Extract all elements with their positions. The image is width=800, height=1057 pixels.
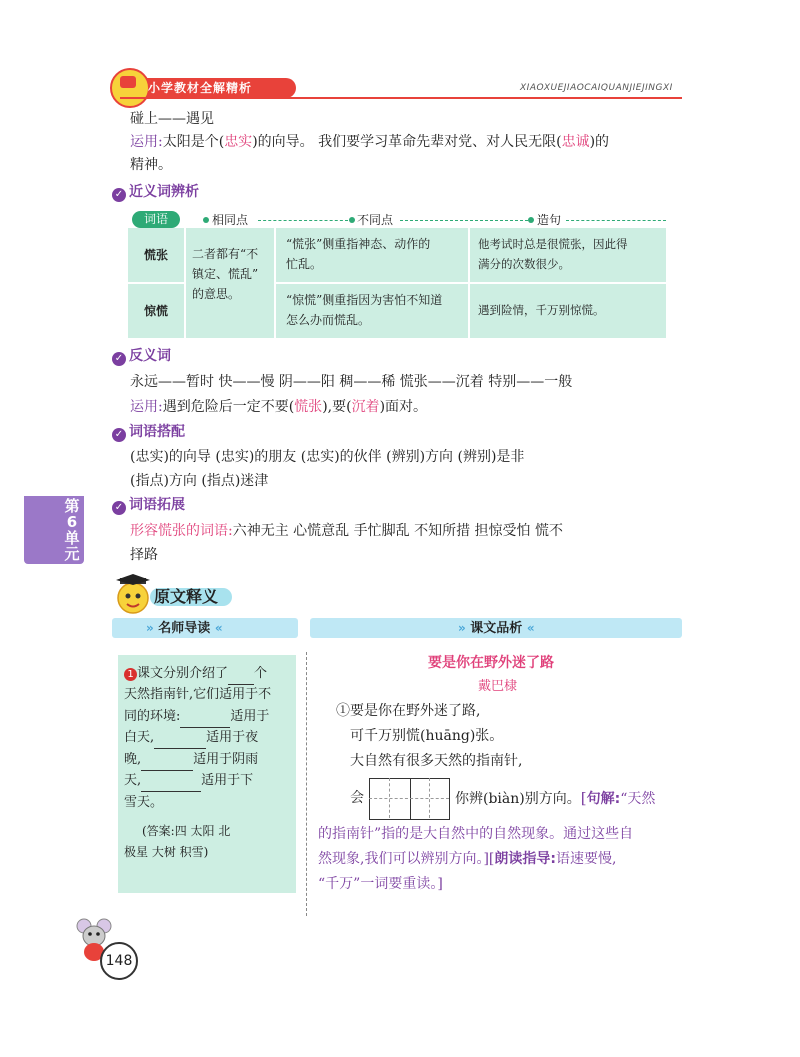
mascot-icon (112, 574, 154, 616)
guide-text: 白天, (124, 730, 155, 745)
note-line: “千万”一词要重读。] (318, 876, 443, 892)
guide-text: 适用于夜 (206, 730, 259, 745)
expansion-words: 六神无主 心慌意乱 手忙脚乱 不知所措 担惊受怕 慌不 (232, 523, 563, 539)
poem-line-1: ①要是你在野外迷了路, (336, 703, 481, 719)
usage-text: ),要( (322, 399, 352, 415)
guide-text: 适用于 (230, 709, 270, 724)
usage-text: )的向导。 我们要学习革命先辈对党、对人民无限( (252, 134, 562, 150)
guide-line (124, 727, 258, 749)
diff-cell (276, 284, 468, 338)
guide-text: 课文分别介绍了 (137, 666, 229, 681)
poem-title: 要是你在野外迷了路 (428, 655, 554, 671)
header-subtitle: XIAOXUEJIAOCAIQUANJIEJINGXI (520, 83, 673, 93)
guide-line (124, 663, 267, 685)
antonyms-line: 永远——暂时 快——慢 阴——阳 稠——稀 慌张——沉着 特别——一般 (130, 374, 573, 390)
note-text: “天然 (620, 791, 656, 807)
same-line: 的意思。 (192, 287, 241, 301)
note-line: 的指南针”指的是大自然中的自然现象。通过这些自 (318, 826, 634, 842)
chevron-left-icon: « (214, 621, 223, 635)
example-line: 遇到险情，千万别惊慌。 (478, 303, 605, 317)
same-line: 二者都有“不 (192, 247, 259, 261)
left-banner-label (146, 618, 223, 639)
guide-answer-2: 极星 大树 积雪) (124, 845, 209, 859)
answer-blank[interactable] (228, 668, 254, 685)
number-badge: 1 (124, 668, 137, 681)
guide-answer-1: (答案:四 太阳 北 (142, 824, 231, 838)
unit-side-tab-label: 第6单元 (64, 497, 80, 563)
bullet-dot (349, 217, 355, 223)
guide-text: 晚, (124, 752, 142, 767)
guide-text: 个 (254, 666, 268, 681)
poem-line-4b (455, 787, 655, 810)
guide-line: 天然指南针,它们适用于不 (124, 687, 272, 702)
check-icon: ✓ (112, 428, 126, 442)
answer-blank[interactable] (180, 711, 230, 728)
example-line: 他考试时总是很慌张，因此得 (478, 237, 628, 251)
usage-answer: 忠实 (224, 134, 253, 150)
usage-text: )的 (589, 134, 610, 150)
char-box[interactable] (369, 778, 411, 820)
header-rule (120, 97, 682, 99)
usage-label: 运用: (130, 134, 163, 150)
note-text: 然现象,我们可以辨别方向。][ (318, 851, 495, 867)
usage-label: 运用: (130, 399, 163, 415)
note-line (318, 848, 616, 870)
usage-answer: 沉着 (351, 399, 380, 415)
synonyms-heading-text: 近义词辨析 (129, 184, 199, 200)
box-guide (369, 798, 449, 799)
collocation-line-1: (忠实)的向导 (忠实)的朋友 (忠实)的伙伴 (辨别)方向 (辨别)是非 (130, 449, 525, 465)
poem-line-2: 可千万别慌(huāng)张。 (350, 728, 504, 744)
antonyms-usage (130, 396, 427, 418)
note-label: 句解: (586, 791, 621, 807)
diff-line: 忙乱。 (286, 257, 323, 271)
usage-text: 太阳是个( (162, 134, 225, 150)
book-logo-inner (120, 76, 136, 88)
expansion-line-2: 择路 (130, 547, 158, 563)
guide-line (124, 706, 269, 728)
top-usage (130, 131, 609, 153)
synonyms-tag: 词语 (132, 211, 180, 228)
usage-text: 遇到危险后一定不要( (162, 399, 295, 415)
collocation-line-2: (指点)方向 (指点)迷津 (130, 473, 269, 489)
guide-text: 天, (124, 773, 142, 788)
poem-text: 你辨(biàn)别方向。 (455, 791, 581, 807)
collocation-heading (112, 422, 185, 442)
collocation-heading-text: 词语搭配 (129, 424, 185, 440)
usage-text: )面对。 (379, 399, 428, 415)
left-banner-text: 名师导读 (158, 621, 211, 636)
check-icon: ✓ (112, 352, 126, 366)
example-line: 满分的次数很少。 (478, 257, 570, 271)
col-same-label: 相同点 (212, 213, 249, 227)
example-cell (470, 228, 666, 282)
poem-author: 戴巴棣 (478, 679, 518, 694)
dash-rule (566, 220, 666, 221)
answer-blank[interactable] (141, 775, 201, 792)
same-line: 镇定、慌乱” (192, 267, 259, 281)
word-cell: 惊慌 (128, 284, 184, 338)
note-text: 语速要慢, (555, 851, 617, 867)
chevron-left-icon: « (526, 621, 535, 635)
chevron-right-icon: » (146, 621, 154, 635)
guide-text: 适用于下 (201, 773, 254, 788)
guide-line: 雪天。 (124, 795, 164, 810)
check-icon: ✓ (112, 501, 126, 515)
column-divider (306, 652, 307, 916)
chevron-right-icon: » (458, 621, 466, 635)
same-cell (186, 228, 274, 338)
diff-line: 怎么办而慌乱。 (286, 313, 371, 327)
col-diff-label: 不同点 (357, 213, 394, 227)
guide-text: 同的环境: (124, 709, 181, 724)
expansion-label: 形容慌张的词语: (130, 523, 233, 539)
antonyms-heading (112, 346, 171, 366)
usage-answer: 慌张 (294, 399, 323, 415)
diff-line: “惊慌”侧重指因为害怕不知道 (286, 293, 443, 307)
expansion-heading (112, 495, 185, 515)
antonyms-heading-text: 反义词 (129, 348, 171, 364)
poem-line-4a: 会 (350, 790, 364, 806)
bullet-dot (203, 217, 209, 223)
top-line-3: 精神。 (130, 157, 172, 173)
dash-rule (400, 220, 528, 221)
guide-text: 适用于阴雨 (193, 752, 259, 767)
dash-rule (258, 220, 348, 221)
example-cell (470, 284, 666, 338)
right-banner-label (458, 618, 535, 639)
poem-line-3: 大自然有很多天然的指南针, (350, 753, 523, 769)
right-banner-text: 课文品析 (470, 621, 523, 636)
col-example-label: 造句 (537, 213, 562, 227)
original-heading: 原文释义 (154, 587, 219, 606)
check-icon: ✓ (112, 188, 126, 202)
header-title: 小学教材全解精析 (148, 81, 253, 95)
note-label: 朗读指导: (494, 851, 556, 867)
guide-line (124, 770, 253, 792)
synonyms-heading (112, 182, 199, 202)
top-line-1: 碰上——遇见 (130, 111, 214, 127)
expansion-heading-text: 词语拓展 (129, 497, 185, 513)
bullet-dot (528, 217, 534, 223)
page-number: 148 (100, 942, 138, 980)
answer-blank[interactable] (141, 754, 193, 771)
answer-blank[interactable] (154, 732, 206, 749)
guide-line (124, 749, 258, 771)
usage-answer: 忠诚 (561, 134, 590, 150)
diff-line: “慌张”侧重指神态、动作的 (286, 237, 431, 251)
bracket: [ (580, 789, 587, 807)
diff-cell (276, 228, 468, 282)
word-cell: 慌张 (128, 228, 184, 282)
book-logo-icon (110, 68, 150, 108)
expansion-line-1 (130, 520, 563, 542)
